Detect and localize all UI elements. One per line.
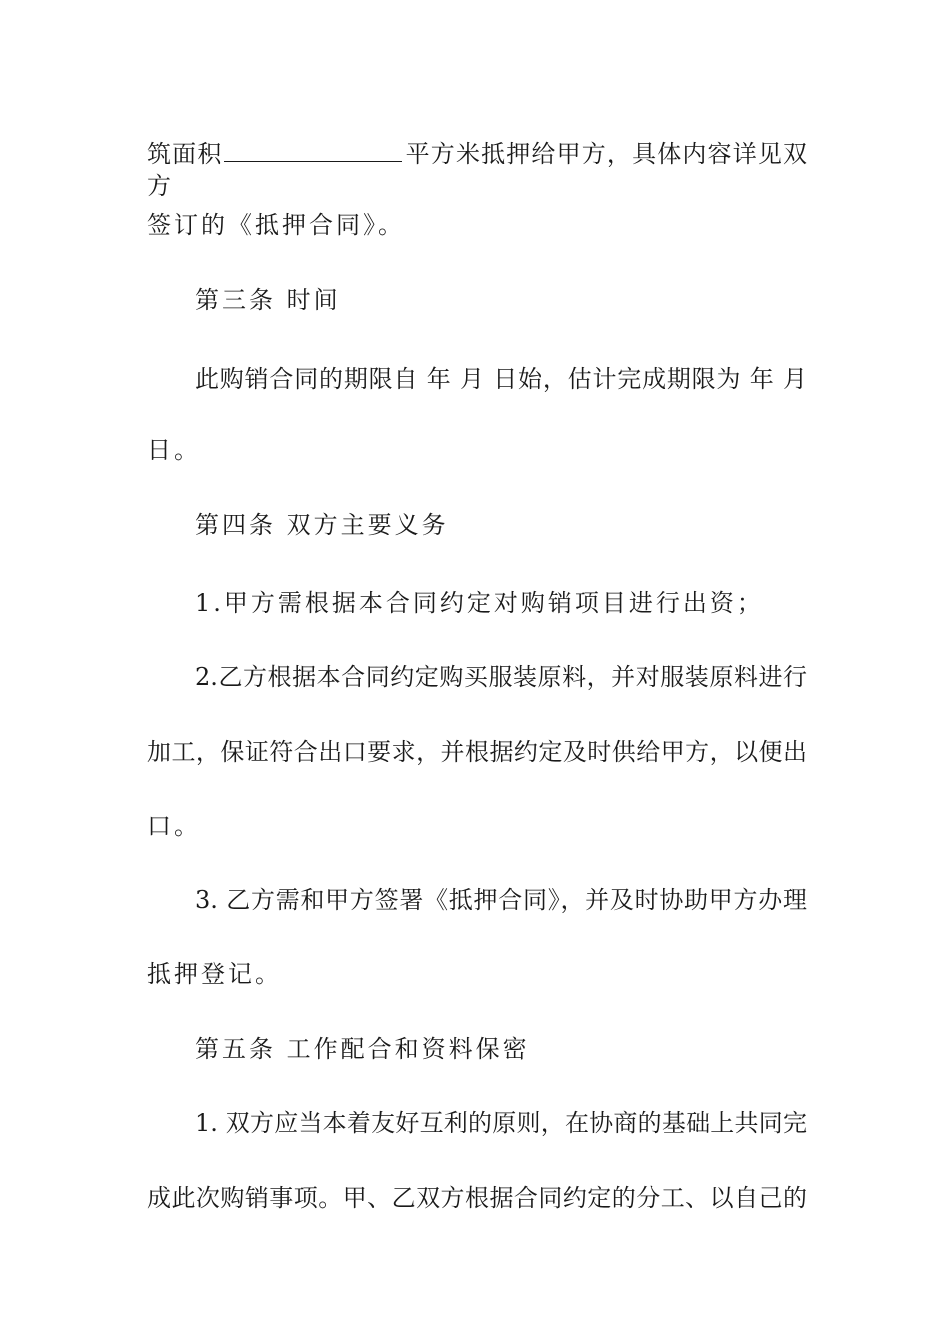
list-item: 1. 双方应当本着友好互利的原则，在协商的基础上共同完	[195, 1109, 807, 1137]
paragraph-line: 此购销合同的期限自 年 月 日始，估计完成期限为 年 月	[195, 365, 807, 393]
fill-in-blank	[224, 139, 402, 162]
paragraph-line: 抵押登记。	[147, 960, 282, 988]
paragraph-line: 加工，保证符合出口要求，并根据约定及时供给甲方，以便出	[147, 738, 807, 766]
section-heading: 第三条 时间	[195, 286, 341, 314]
text-segment: 筑面积	[147, 140, 223, 168]
section-heading: 第四条 双方主要义务	[195, 511, 449, 539]
paragraph-line: 签订的《抵押合同》。	[147, 211, 405, 239]
paragraph-line: 日。	[147, 436, 201, 464]
text-segment: 平方米抵押给甲方，具体内容详见双方	[147, 140, 808, 200]
section-heading: 第五条 工作配合和资料保密	[195, 1035, 530, 1063]
list-item: 3. 乙方需和甲方签署《抵押合同》，并及时协助甲方办理	[195, 886, 807, 914]
paragraph-line: 口。	[147, 812, 201, 840]
list-item: 2.乙方根据本合同约定购买服装原料，并对服装原料进行	[195, 663, 807, 691]
paragraph-line	[147, 138, 807, 202]
paragraph-line: 成此次购销事项。甲、乙双方根据合同约定的分工、以自己的	[147, 1184, 807, 1212]
list-item: 1.甲方需根据本合同约定对购销项目进行出资；	[195, 589, 764, 617]
